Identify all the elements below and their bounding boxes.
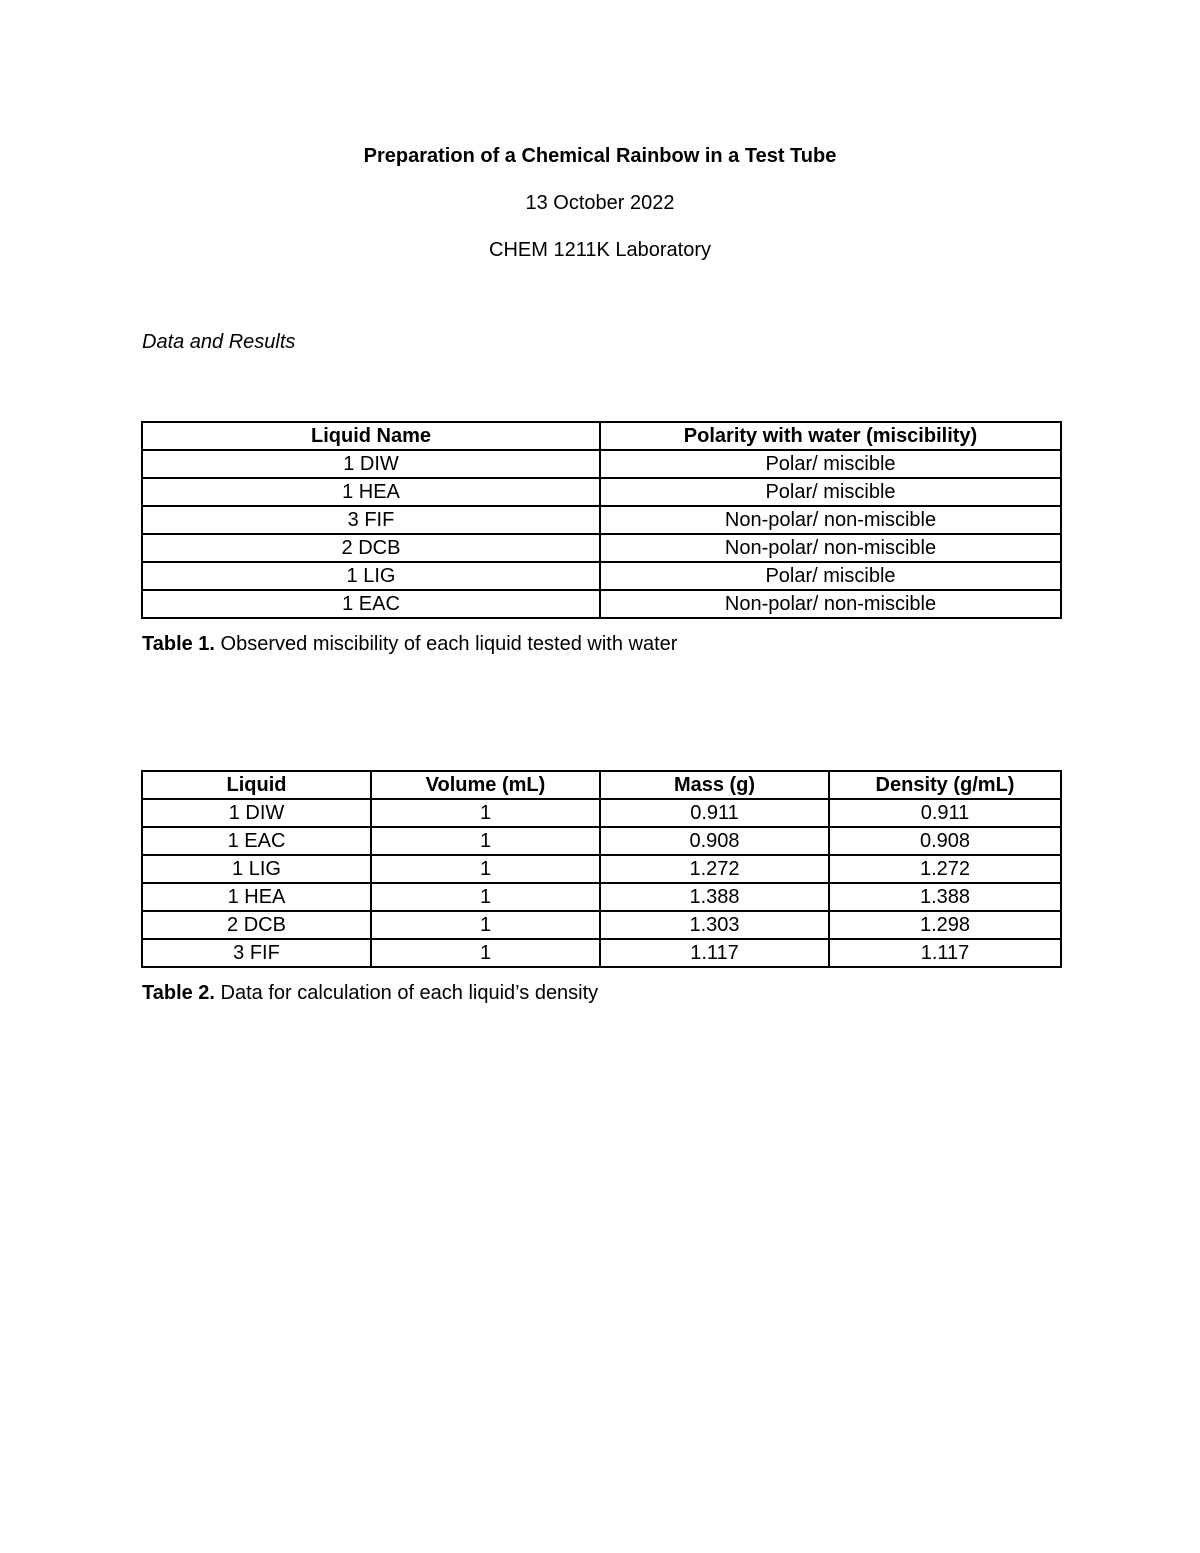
table-cell: 0.908	[600, 827, 829, 855]
table-row	[142, 450, 1061, 478]
course-name: CHEM 1211K Laboratory	[489, 239, 711, 261]
table-header-row	[142, 771, 1061, 799]
table-cell: 0.911	[600, 799, 829, 827]
column-header: Density (g/mL)	[829, 771, 1061, 799]
table-cell: 1.117	[600, 939, 829, 967]
table-cell: 1 DIW	[142, 799, 371, 827]
table-cell: 1.388	[829, 883, 1061, 911]
density-table	[141, 770, 1062, 968]
table-cell: 1	[371, 855, 600, 883]
table-cell: 1	[371, 911, 600, 939]
table-cell: 1.303	[600, 911, 829, 939]
table-caption	[142, 632, 677, 656]
table-cell: 1 HEA	[142, 883, 371, 911]
table-row	[142, 939, 1061, 967]
table-row	[142, 799, 1061, 827]
table-cell: 1.298	[829, 911, 1061, 939]
column-header: Mass (g)	[600, 771, 829, 799]
section-heading: Data and Results	[142, 331, 296, 353]
table-cell: 1.272	[600, 855, 829, 883]
table-row	[142, 911, 1061, 939]
column-header: Liquid Name	[142, 422, 600, 450]
table-cell: Polar/ miscible	[600, 478, 1061, 506]
table-cell: 1 HEA	[142, 478, 600, 506]
table-cell: Polar/ miscible	[600, 562, 1061, 590]
table-cell: 2 DCB	[142, 911, 371, 939]
document-title: Preparation of a Chemical Rainbow in a Test Tube	[363, 145, 837, 167]
column-header: Polarity with water (miscibility)	[600, 422, 1061, 450]
table-cell: 1.117	[829, 939, 1061, 967]
table-cell: Non-polar/ non-miscible	[600, 590, 1061, 618]
miscibility-table	[141, 421, 1062, 619]
table-cell: 3 FIF	[142, 939, 371, 967]
table-row	[142, 478, 1061, 506]
table-cell: 1	[371, 827, 600, 855]
table-cell: 1 EAC	[142, 827, 371, 855]
table-cell: 1	[371, 939, 600, 967]
table-cell: Polar/ miscible	[600, 450, 1061, 478]
table-cell: 0.908	[829, 827, 1061, 855]
table-cell: 0.911	[829, 799, 1061, 827]
table-header-row	[142, 422, 1061, 450]
table-cell: 1 EAC	[142, 590, 600, 618]
table-row	[142, 855, 1061, 883]
table-cell: 2 DCB	[142, 534, 600, 562]
table-row	[142, 506, 1061, 534]
table-cell: Non-polar/ non-miscible	[600, 506, 1061, 534]
table-row	[142, 590, 1061, 618]
column-header: Volume (mL)	[371, 771, 600, 799]
caption-text: Observed miscibility of each liquid tested with water	[215, 633, 678, 655]
table-cell: Non-polar/ non-miscible	[600, 534, 1061, 562]
table-cell: 1 LIG	[142, 855, 371, 883]
table-row	[142, 534, 1061, 562]
table-cell: 1	[371, 799, 600, 827]
document-date: 13 October 2022	[525, 192, 675, 214]
table-cell: 3 FIF	[142, 506, 600, 534]
table-caption	[142, 981, 598, 1005]
table-row	[142, 883, 1061, 911]
caption-label: Table 1.	[142, 633, 215, 655]
caption-label: Table 2.	[142, 982, 215, 1004]
table-cell: 1 LIG	[142, 562, 600, 590]
table-cell: 1 DIW	[142, 450, 600, 478]
table-cell: 1.272	[829, 855, 1061, 883]
table-row	[142, 562, 1061, 590]
table-cell: 1	[371, 883, 600, 911]
column-header: Liquid	[142, 771, 371, 799]
caption-text: Data for calculation of each liquid’s density	[215, 982, 599, 1004]
table-row	[142, 827, 1061, 855]
table-cell: 1.388	[600, 883, 829, 911]
